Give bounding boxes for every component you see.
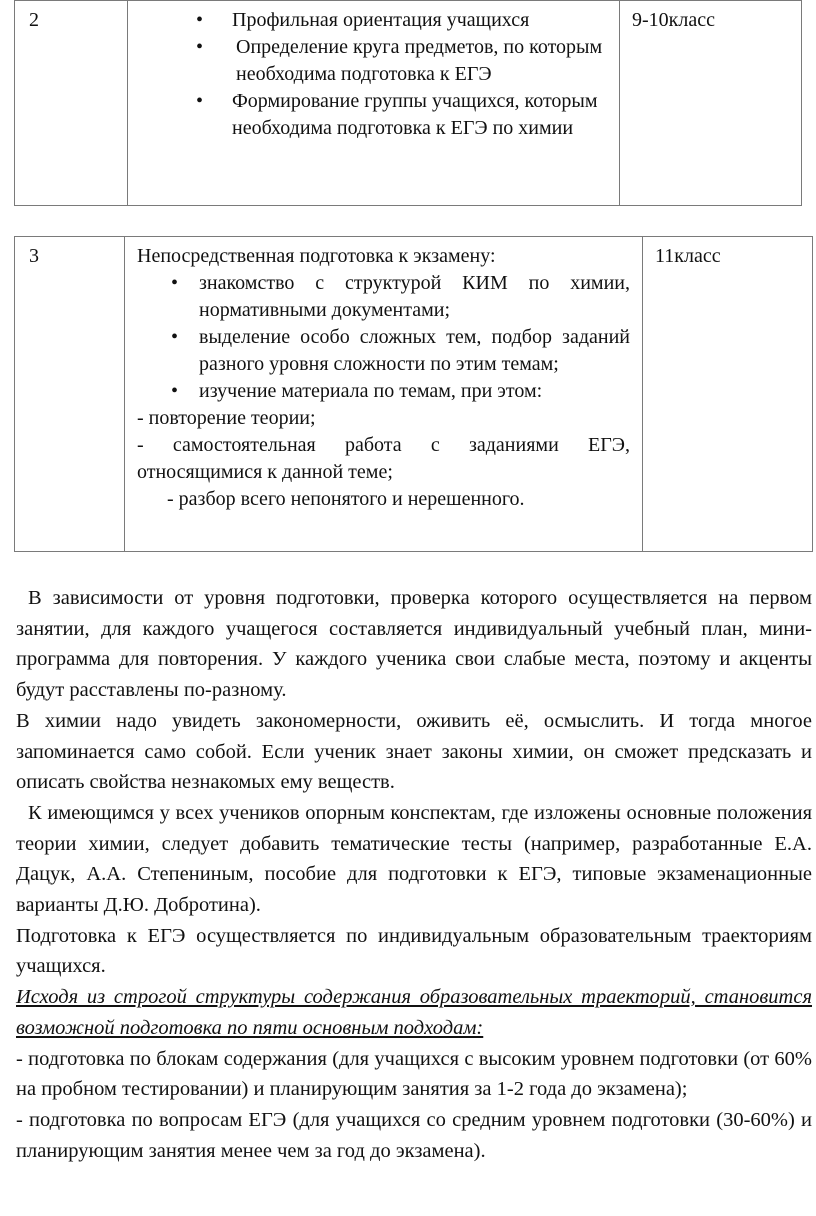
dash-item: - повторение теории; xyxy=(137,407,316,429)
paragraph-underlined: Исходя из строгой структуры содержания образовательных траекторий, становится возможной подготовка по пяти основным подходам: xyxy=(16,986,812,1039)
grade-cell: 9-10класс xyxy=(620,1,802,206)
row-number: 2 xyxy=(15,1,128,206)
bullet-item: • Профильная ориентация учащихся xyxy=(128,7,619,34)
grade-cell: 11класс xyxy=(643,237,813,552)
activities-cell xyxy=(128,1,620,206)
intro-text: Непосредственная подготовка к экзамену: xyxy=(137,245,496,267)
row-number: 3 xyxy=(15,237,125,552)
paragraph: Подготовка к ЕГЭ осуществляется по индивидуальным образовательным траекториям учащихся. xyxy=(16,924,812,978)
bullet-item: • выделение особо сложных тем, подбор заданий разного уровня сложности по этим темам; xyxy=(137,324,630,378)
activities-cell xyxy=(125,237,643,552)
body-text xyxy=(16,583,812,1166)
bullet-item: • Формирование группы учащихся, которым необходима подготовка к ЕГЭ по химии xyxy=(128,88,619,142)
dash-item: - разбор всего непонятого и нерешенного. xyxy=(167,488,525,510)
plan-table-row-3 xyxy=(14,236,813,552)
bullet-item: • знакомство с структурой КИМ по химии, нормативными документами; xyxy=(137,270,630,324)
bullet-item: • изучение материала по темам, при этом: xyxy=(137,378,630,405)
dash-item: - самостоятельная работа с заданиями ЕГЭ, относящимися к данной теме; xyxy=(137,434,630,483)
paragraph: - подготовка по блокам содержания (для учащихся с высоким уровнем подготовки (от 60% на пробном тестировании) и планирующим занятия за 1-2 года до экзамена); xyxy=(16,1047,812,1101)
paragraph: - подготовка по вопросам ЕГЭ (для учащихся со средним уровнем подготовки (30-60%) и планирующим занятия менее чем за год до экзамена). xyxy=(16,1108,812,1162)
paragraph: К имеющимся у всех учеников опорным конспектам, где изложены основные положения теории химии, следует добавить тематические тесты (например, разработанные Е.А. Дацук, А.А. Степениным, пособие для подготовки к ЕГЭ, типовые экзаменационные варианты Д.Ю. Добротина). xyxy=(16,801,812,917)
paragraph: В зависимости от уровня подготовки, проверка которого осуществляется на первом занятии, для каждого учащегося составляется индивидуальный учебный план, мини-программа для повторения. У каждого ученика свои слабые места, поэтому и акценты будут расставлены по-разному. xyxy=(16,587,812,702)
plan-table-row-2 xyxy=(14,0,802,206)
paragraph: В химии надо увидеть закономерности, оживить её, осмыслить. И тогда многое запоминается само собой. Если ученик знает законы химии, он сможет предсказать и описать свойства незнакомых ему веществ. xyxy=(16,709,812,794)
bullet-item: • Определение круга предметов, по которым необходима подготовка к ЕГЭ xyxy=(128,34,619,88)
